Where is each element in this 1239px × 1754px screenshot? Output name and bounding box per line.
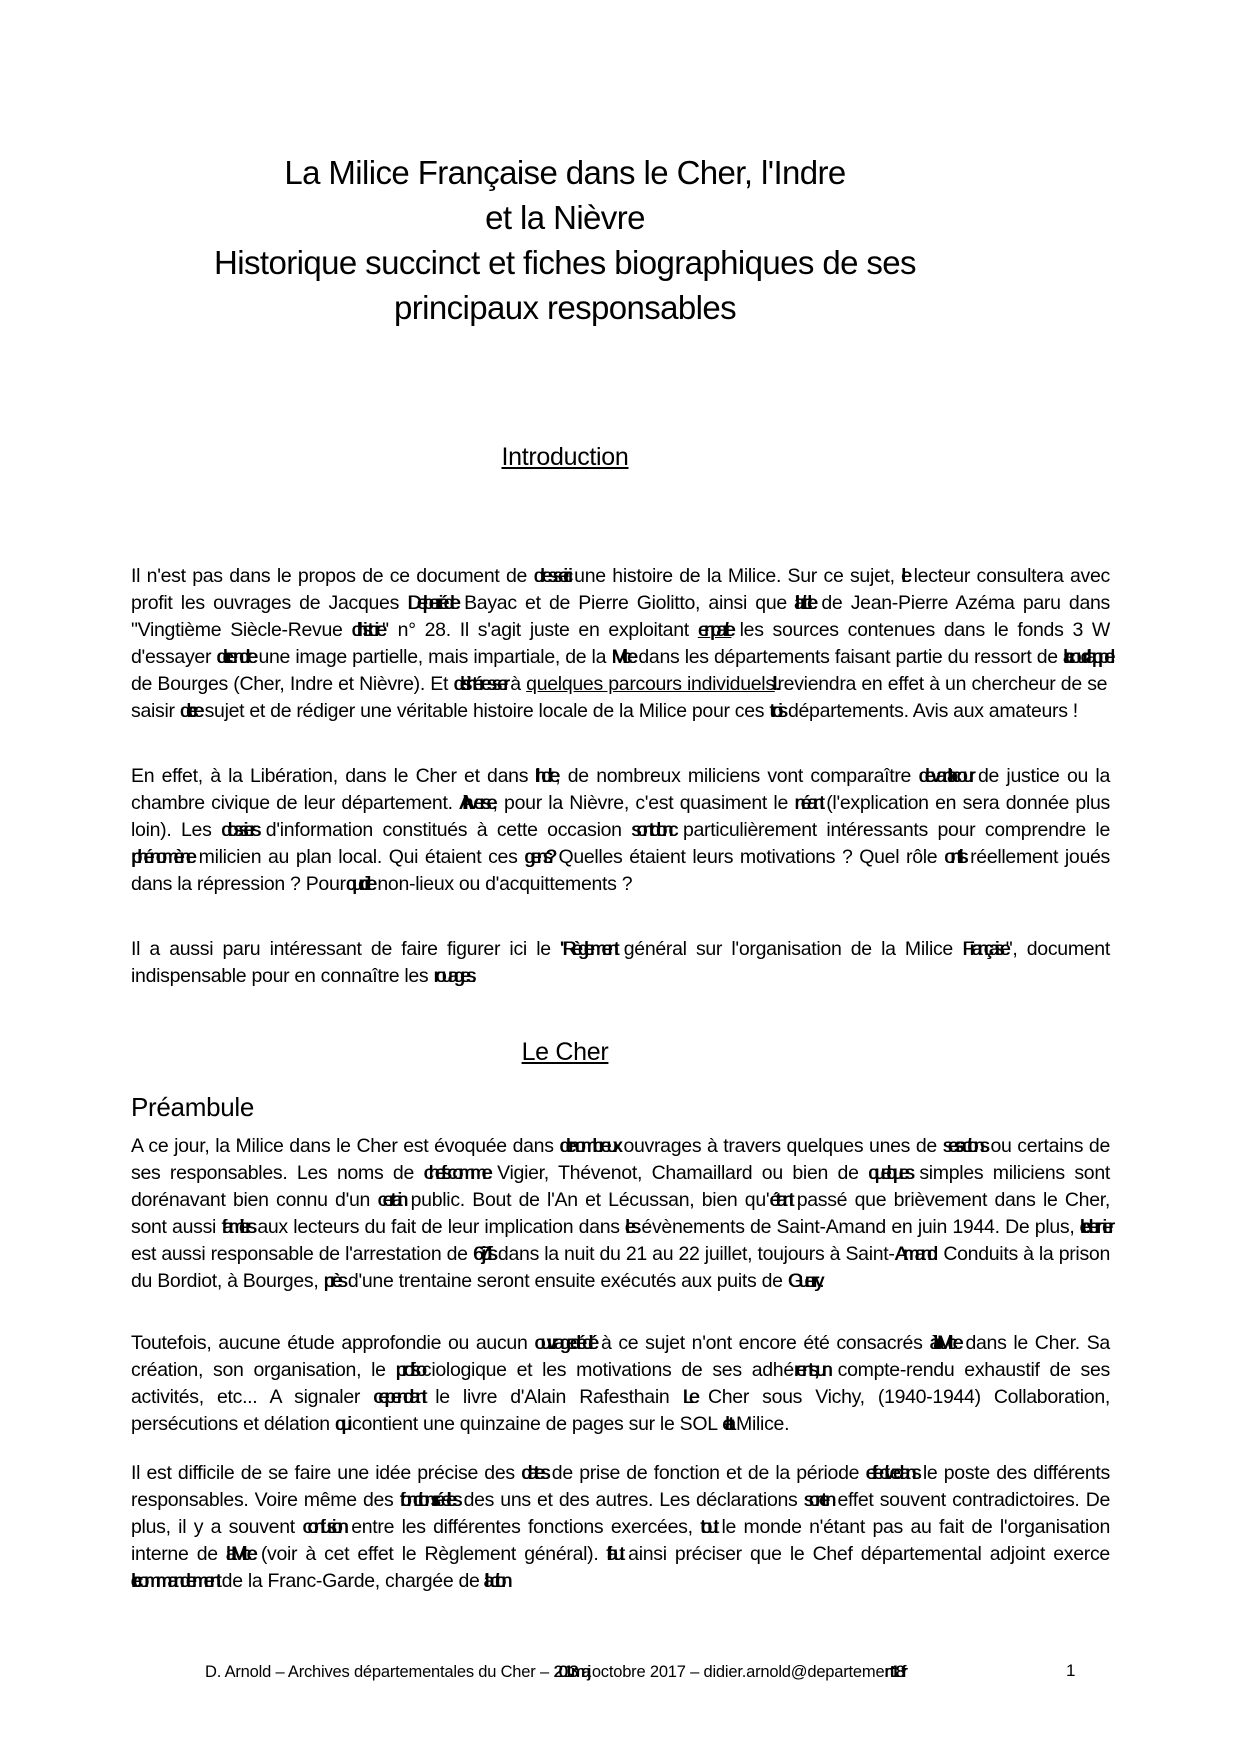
text-run: le monde n'étant pas au fait de l'organisation interne de <box>131 1516 1110 1565</box>
title-line-3: Historique succinct et fiches biographiques de ses <box>214 244 916 281</box>
text-run: ciologique et les motivations de ses adhé <box>421 1359 794 1381</box>
text-run: d'une trentaine seront ensuite exécutés aux puits de <box>342 1270 788 1292</box>
text-run: Quelles étaient leurs motivations ? Quel rôle <box>551 846 945 868</box>
text-run: Milice. <box>730 1413 790 1435</box>
text-run: à <box>504 673 527 695</box>
squeezed-text-run: Il faut <box>606 1543 620 1565</box>
text-run: général sur l'organisation de la Milice <box>614 938 963 960</box>
text-run: En effet, à la Libération, dans le Cher et dans <box>131 765 536 787</box>
squeezed-text-run: dates <box>521 1462 546 1484</box>
text-run: les sources contenues dans le fonds 3 W d'essayer <box>131 619 1111 668</box>
squeezed-text-run: Delperrié de <box>407 592 456 614</box>
squeezed-text-run: familiers <box>221 1216 252 1238</box>
squeezed-text-run: Amand <box>894 1243 933 1265</box>
squeezed-text-run: qui <box>334 1413 347 1435</box>
squeezed-text-run: près <box>323 1270 343 1292</box>
text-run: D. Arnold – Archives départementales du Cher – <box>205 1663 554 1681</box>
squeezed-text-run: le dernier <box>1079 1216 1110 1238</box>
text-run: . <box>819 1270 825 1292</box>
underlined-text-run: quelques parcours individuels <box>526 673 775 695</box>
text-run: une histoire de la Milice. Sur ce sujet, <box>567 565 902 587</box>
text-run: Il a aussi paru intéressant de faire figurer ici le <box>131 938 561 960</box>
squeezed-text-run: en partie <box>697 619 731 641</box>
squeezed-text-run: quelques <box>868 1162 910 1184</box>
text-run: d'information constitués à cette occasion <box>256 819 632 841</box>
text-run: le poste des différents responsables. Voire même des <box>131 1462 1110 1511</box>
squeezed-text-run: dresser ici <box>533 565 568 587</box>
section-heading-le-cher <box>75 1038 1055 1067</box>
squeezed-text-run: Le <box>682 1386 695 1408</box>
squeezed-text-run: "Règlement <box>560 938 615 960</box>
text-run: est aussi responsable de l'arrestation de <box>131 1243 473 1265</box>
text-run: à ce sujet n'ont encore été consacrés <box>594 1332 930 1354</box>
intro-paragraph-1 <box>131 563 1110 725</box>
squeezed-text-run: nt18.fr <box>884 1663 904 1681</box>
text-run: sujet et de rédiger une véritable histoire locale de la Milice pour ces <box>199 700 770 722</box>
squeezed-text-run: étant <box>769 1189 790 1211</box>
text-run: A ce jour, la Milice dans le Cher est évoquée dans <box>131 1135 560 1157</box>
text-run: milicien au plan local. Qui étaient ces <box>191 846 525 868</box>
squeezed-text-run: fonctions réelles <box>399 1489 458 1511</box>
squeezed-text-run: la cour d'appel <box>1063 646 1110 668</box>
section-heading-introduction-text: Introduction <box>501 443 629 471</box>
text-run: ", document indispensable pour en connaître les <box>131 938 1110 987</box>
squeezed-text-run: de rendre <box>216 646 254 668</box>
squeezed-text-run: d'histoire <box>351 619 383 641</box>
squeezed-text-run: Guerry <box>787 1270 820 1292</box>
squeezed-text-run: gens ? <box>524 846 552 868</box>
squeezed-text-run: la Milice <box>225 1543 253 1565</box>
intro-paragraph-3 <box>131 936 1110 990</box>
text-run: . Conduits à la prison du Bordiot, à Bourges, <box>131 1243 1111 1292</box>
text-run: , de nombreux miliciens vont comparaître <box>555 765 919 787</box>
text-run: ouvrages à travers quelques unes de <box>617 1135 943 1157</box>
text-run: entre les différentes fonctions exercées, <box>343 1516 701 1538</box>
text-run: dans le Cher. Sa création, son organisation, le <box>131 1332 1110 1381</box>
footer-text <box>205 1663 1055 1682</box>
text-run: (voir à cet effet le Règlement général). <box>252 1543 607 1565</box>
text-run: , pour la Nièvre, c'est quasiment le <box>492 792 795 814</box>
section-heading-introduction <box>75 443 1055 472</box>
squeezed-text-run: l'article <box>795 592 814 614</box>
text-run: simples miliciens sont dorénavant bien connu d'un <box>131 1162 1111 1211</box>
squeezed-text-run: chefs comme <box>423 1162 488 1184</box>
subsection-heading-preambule: Préambule <box>131 1092 255 1122</box>
squeezed-text-run: sont en <box>803 1489 832 1511</box>
squeezed-text-run: confusion <box>302 1516 344 1538</box>
title-line-4: principaux responsables <box>393 289 737 326</box>
squeezed-text-run: l'Indre <box>535 765 556 787</box>
text-run: Bayac et de Pierre Giolitto, ainsi que <box>455 592 796 614</box>
text-run: . <box>471 965 477 987</box>
title-line-1: La Milice Française dans le Cher, l'Indre <box>284 154 846 191</box>
squeezed-text-run: le <box>901 565 908 587</box>
text-run: le livre d'Alain Rafesthain <box>422 1386 683 1408</box>
squeezed-text-run: quoi de <box>345 873 373 895</box>
squeezed-text-run: le commandement <box>131 1570 217 1592</box>
text-run: réellement joués dans la répression ? Pour <box>131 846 1110 895</box>
squeezed-text-run: Française <box>962 938 1006 960</box>
squeezed-text-run: 67 juifs <box>472 1243 493 1265</box>
text-run: particulièrement intéressants pour comprendre le <box>673 819 1111 841</box>
squeezed-text-run: devant la cour <box>918 765 971 787</box>
text-run: octobre 2017 – didier.arnold@departeme <box>587 1663 885 1681</box>
squeezed-text-run: dossiers <box>221 819 257 841</box>
page-number: 1 <box>1066 1661 1076 1680</box>
squeezed-text-run: tout <box>700 1516 714 1538</box>
squeezed-text-run: sont donc <box>631 819 674 841</box>
text-run: de prise de fonction et de la période <box>545 1462 866 1484</box>
squeezed-text-run: et la <box>722 1413 731 1435</box>
squeezed-text-run: cependant <box>373 1386 423 1408</box>
squeezed-text-run: à la Milice <box>929 1332 959 1354</box>
text-run: dans les départements faisant partie du ressort de <box>633 646 1064 668</box>
text-run: évènements de Saint-Amand en juin 1944. De plus, <box>636 1216 1080 1238</box>
squeezed-text-run: rouages <box>433 965 472 987</box>
squeezed-text-run: effective dans <box>865 1462 917 1484</box>
text-run: de la Franc-Garde, chargée de <box>216 1570 485 1592</box>
text-run: de justice ou la chambre civique de leur département. <box>131 765 1110 814</box>
text-run: ainsi préciser que le Chef départemental adjoint exerce <box>619 1543 1110 1565</box>
text-run: (l'explication en sera donnée plus loin). Les <box>131 792 1111 841</box>
text-run: compte-rendu exhaustif de ses activités, etc... A signaler <box>131 1359 1110 1408</box>
le-cher-paragraph-3 <box>131 1460 1110 1595</box>
squeezed-text-run: rents, un <box>793 1359 828 1381</box>
squeezed-text-run: néant <box>794 792 820 814</box>
text-run: passé que brièvement dans le Cher, sont aussi <box>131 1189 1111 1238</box>
text-run: Il n'est pas dans le propos de ce document de <box>131 565 534 587</box>
squeezed-text-run: de ce <box>179 700 200 722</box>
intro-paragraph-2 <box>131 763 1110 898</box>
text-run: " n° 28. Il s'agit juste en exploitant <box>382 619 698 641</box>
text-run: Toutefois, aucune étude approfondie ou aucun <box>131 1332 535 1354</box>
squeezed-text-run: les <box>625 1216 637 1238</box>
squeezed-text-run: ses actions <box>942 1135 985 1157</box>
text-run: de Bourges (Cher, Indre et Nièvre). Et <box>131 673 454 695</box>
text-run: dans la nuit du 21 au 22 juillet, toujours à Saint- <box>492 1243 895 1265</box>
text-run: départements. Avis aux amateurs ! <box>782 700 1078 722</box>
squeezed-text-run: A l'inverse <box>459 792 493 814</box>
text-run: aux lecteurs du fait de leur implication dans <box>251 1216 626 1238</box>
le-cher-paragraph-1 <box>131 1133 1110 1295</box>
document-title <box>75 150 1055 330</box>
text-run: contient une quinzaine de pages sur le SOL <box>346 1413 723 1435</box>
text-run: lecteur consultera avec profit les ouvrages de Jacques <box>131 565 1110 614</box>
text-run: des uns et des autres. Les déclarations <box>457 1489 804 1511</box>
squeezed-text-run: Milice <box>611 646 634 668</box>
text-run: Cher sous Vichy, (1940-1944) Collaboration, persécutions et délation <box>131 1386 1110 1435</box>
squeezed-text-run: de nombreux <box>559 1135 618 1157</box>
squeezed-text-run: ouvrage dédié <box>534 1332 595 1354</box>
squeezed-text-run: l'action <box>484 1570 508 1592</box>
squeezed-text-run: profil so <box>395 1359 422 1381</box>
le-cher-paragraph-2 <box>131 1330 1110 1438</box>
text-run: Vigier, Thévenot, Chamaillard ou bien de <box>487 1162 869 1184</box>
squeezed-text-run: trois <box>769 700 783 722</box>
text-run: public. Bout de l'An et Lécussan, bien qu' <box>403 1189 770 1211</box>
text-run: une image partielle, mais impartiale, de la <box>253 646 612 668</box>
text-run: effet souvent contradictoires. De plus, il y a souvent <box>131 1489 1111 1538</box>
section-heading-le-cher-text: Le Cher <box>521 1038 609 1066</box>
text-run: non-lieux ou d'acquittements ? <box>372 873 633 895</box>
squeezed-text-run: de s'intéresser <box>453 673 505 695</box>
text-run: Il est difficile de se faire une idée précise des <box>131 1462 522 1484</box>
text-run: ou certains de ses responsables. Les noms de <box>131 1135 1110 1184</box>
squeezed-text-run: phénomène <box>131 846 192 868</box>
title-line-2: et la Nièvre <box>485 199 645 236</box>
text-run: reviendra en effet à un chercheur de se saisir <box>131 673 1108 722</box>
squeezed-text-run: ont-ils <box>944 846 964 868</box>
squeezed-text-run: certain <box>377 1189 404 1211</box>
text-run: de Jean-Pierre Azéma paru dans "Vingtième Siècle-Revue <box>131 592 1111 641</box>
squeezed-text-run: 2013 m.a.j. <box>553 1663 588 1681</box>
